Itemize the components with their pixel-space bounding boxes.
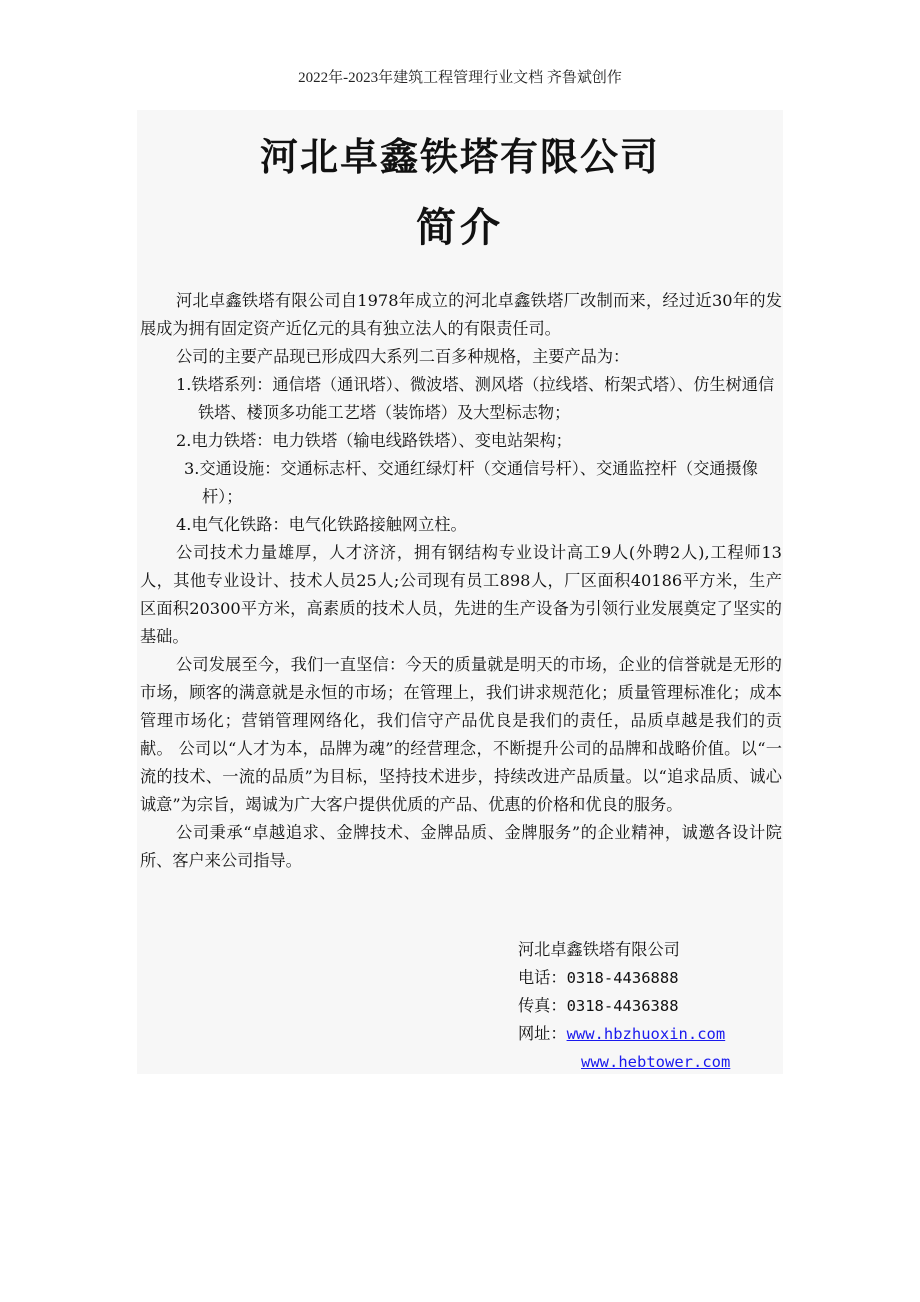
intro-body bbox=[140, 287, 782, 875]
contact-web-line-2 bbox=[518, 1048, 730, 1076]
product-item-power: 2.电力铁塔：电力铁塔（输电线路铁塔）、变电站架构； bbox=[176, 431, 572, 450]
page-header: 2022年-2023年建筑工程管理行业文档 齐鲁斌创作 bbox=[298, 70, 622, 86]
contact-web-line bbox=[518, 1020, 730, 1048]
paragraph-products: 公司的主要产品现已形成四大系列二百多种规格，主要产品为： bbox=[176, 347, 630, 366]
phone-number: 0318-4436888 bbox=[566, 969, 679, 987]
paragraph-founding: 河北卓鑫铁塔有限公司自1978年成立的河北卓鑫铁塔厂改制而来，经过近30年的发展成为拥有固定资产近亿元的具有独立法人的有限责任司。 bbox=[140, 291, 782, 338]
intro-title: 简介 bbox=[416, 205, 504, 251]
product-item-towers: 1.铁塔系列：通信塔（通讯塔）、微波塔、测风塔（拉线塔、桁架式塔）、仿生树通信铁塔、楼顶多功能工艺塔（装饰塔）及大型标志物； bbox=[176, 375, 775, 422]
contact-company: 河北卓鑫铁塔有限公司 bbox=[518, 940, 680, 959]
company-title: 河北卓鑫铁塔有限公司 bbox=[259, 135, 660, 179]
phone-label: 电话： bbox=[518, 968, 567, 987]
paragraph-philosophy: 公司发展至今，我们一直坚信：今天的质量就是明天的市场，企业的信誉就是无形的市场，顾客的满意就是永恒的市场；在管理上，我们讲求规范化；质量管理标准化；成本管理市场化；营销管理网络化，我们信守产品优良是我们的责任，品质卓越是我们的贡献。 公司以“人才为本，品牌为魂”的经营理念，不断提升公司的品牌和战略价值。以“一流的技术、一流的品质”为目标，坚持技术进步，持续改进产品质量。以“追求品质、诚心诚意”为宗旨，竭诚为广大客户提供优质的产品、优惠的价格和优良的服务。 bbox=[140, 655, 782, 814]
product-item-railway: 4.电气化铁路：电气化铁路接触网立柱。 bbox=[176, 515, 467, 534]
paragraph-spirit: 公司秉承“卓越追求、金牌技术、金牌品质、金牌服务”的企业精神，诚邀各设计院所、客户来公司指导。 bbox=[140, 823, 782, 870]
paragraph-staff: 公司技术力量雄厚，人才济济，拥有钢结构专业设计高工9人(外聘2人),工程师13人，其他专业设计、技术人员25人;公司现有员工898人，厂区面积40186平方米，生产区面积20300平方米，高素质的技术人员，先进的生产设备为引领行业发展奠定了坚实的基础。 bbox=[140, 543, 782, 646]
website-link-hebtower[interactable]: www.hebtower.com bbox=[581, 1053, 731, 1071]
contact-phone-line bbox=[518, 964, 730, 992]
contact-fax-line bbox=[518, 992, 730, 1020]
fax-label: 传真： bbox=[518, 996, 567, 1015]
product-item-traffic: 3.交通设施：交通标志杆、交通红绿灯杆（交通信号杆）、交通监控杆（交通摄像杆）； bbox=[184, 459, 758, 506]
contact-block bbox=[518, 936, 730, 1076]
fax-number: 0318-4436388 bbox=[566, 997, 679, 1015]
website-link-hbzhuoxin[interactable]: www.hbzhuoxin.com bbox=[566, 1025, 726, 1043]
web-label: 网址： bbox=[518, 1024, 567, 1043]
